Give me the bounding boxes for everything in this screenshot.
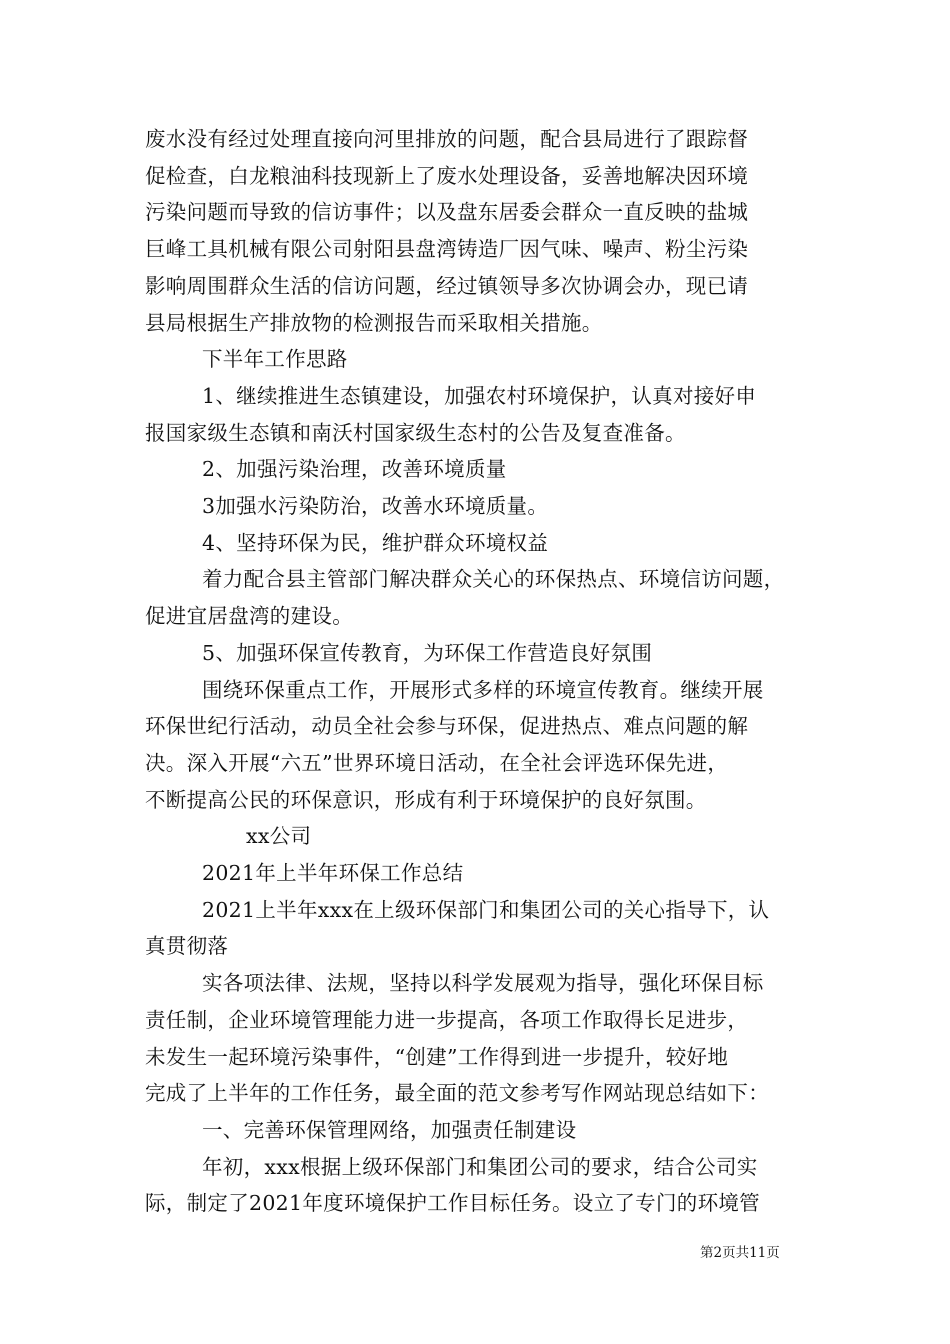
text-line: 真贯彻落 — [145, 934, 229, 959]
text-line: 污染问题而导致的信访事件；以及盘东居委会群众一直反映的盐城 — [145, 200, 749, 225]
text-line: 县局根据生产排放物的检测报告而采取相关措施。 — [145, 310, 603, 335]
text-line: 环保世纪行活动，动员全社会参与环保，促进热点、难点问题的解 — [145, 714, 749, 739]
list-item-heading: 5、加强环保宣传教育，为环保工作营造良好氛围 — [202, 640, 653, 665]
text-line: 围绕环保重点工作，开展形式多样的环境宣传教育。继续开展 — [202, 677, 764, 702]
list-item-heading: 2、加强污染治理，改善环境质量 — [202, 457, 507, 482]
text-line: 促进宜居盘湾的建设。 — [145, 604, 353, 629]
text-line: 责任制，企业环境管理能力进一步提高，各项工作取得长足进步， — [145, 1007, 749, 1032]
text-line: 年初，xxx根据上级环保部门和集团公司的要求，结合公司实 — [202, 1154, 758, 1179]
text-line: 巨峰工具机械有限公司射阳县盘湾铸造厂因气味、噪声、粉尘污染 — [145, 237, 749, 262]
text-line: 1、继续推进生态镇建设，加强农村环境保护，认真对接好申 — [202, 383, 757, 408]
text-line: 不断提高公民的环保意识，形成有利于环境保护的良好氛围。 — [145, 787, 707, 812]
text-line: 决。深入开展“六五”世界环境日活动，在全社会评选环保先进， — [145, 750, 729, 775]
page-number: 第2页共11页 — [700, 1245, 780, 1261]
text-line: 2021上半年xxx在上级环保部门和集团公司的关心指导下，认 — [202, 897, 770, 922]
text-line: 未发生一起环境污染事件，“创建”工作得到进一步提升，较好地 — [145, 1044, 729, 1069]
document-body — [145, 121, 810, 1222]
text-line: 际，制定了2021年度环境保护工作目标任务。设立了专门的环境管 — [145, 1191, 760, 1216]
text-line: 废水没有经过处理直接向河里排放的问题，配合县局进行了跟踪督 — [145, 127, 749, 151]
text-line: 促检查，白龙粮油科技现新上了废水处理设备，妥善地解决因环境 — [145, 163, 749, 188]
text-line: 完成了上半年的工作任务，最全面的范文参考写作网站现总结如下： — [145, 1081, 769, 1106]
text-line: 着力配合县主管部门解决群众关心的环保热点、环境信访问题， — [202, 567, 785, 592]
section-heading: 下半年工作思路 — [202, 347, 348, 372]
list-item-heading: 3加强水污染防治，改善水环境质量。 — [202, 494, 549, 519]
section-heading: 一、完善环保管理网络，加强责任制建设 — [202, 1117, 577, 1142]
text-line: 影响周围群众生活的信访问题，经过镇领导多次协调会办，现已请 — [145, 273, 749, 298]
text-line: 报国家级生态镇和南沃村国家级生态村的公告及复查准备。 — [145, 420, 686, 445]
list-item-heading: 4、坚持环保为民，维护群众环境权益 — [202, 530, 549, 555]
text-line: 实各项法律、法规，坚持以科学发展观为指导，强化环保目标 — [202, 971, 764, 996]
company-name: xx公司 — [246, 824, 312, 849]
report-title: 2021年上半年环保工作总结 — [202, 861, 464, 886]
